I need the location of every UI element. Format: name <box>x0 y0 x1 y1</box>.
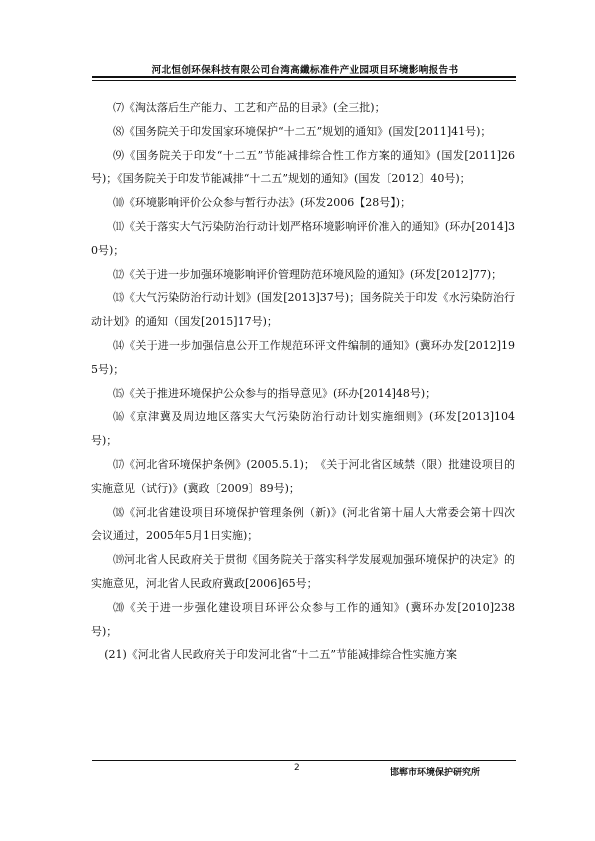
list-item: ⒁《关于进一步加强信息公开工作规范环评文件编制的通知》(冀环办发[2012]195号)； <box>91 338 515 376</box>
footer-rule <box>92 760 516 761</box>
list-item: ⒅《河北省建设项目环境保护管理条例（新)》(河北省第十届人大常委会第十四次会议通过，2005年5月1日实施)； <box>91 505 515 543</box>
list-item: ⑻《国务院关于印发国家环境保护“十二五”规划的通知》(国发[2011]41号)； <box>113 124 492 138</box>
list-item: ⑼《国务院关于印发“十二五”节能减排综合性工作方案的通知》(国发[2011]26号)；《国务院关于印发节能减排“十二五”规划的通知》(国发〔2012〕40号)； <box>91 148 515 186</box>
list-item: ⒆河北省人民政府关于贯彻《国务院关于落实科学发展观加强环境保护的决定》的实施意见，河北省人民政府冀政[2006]65号； <box>91 553 515 590</box>
list-item: ⒂《关于推进环境保护公众参与的指导意见》(环办[2014]48号)； <box>113 386 437 400</box>
list-item: ⑿《关于进一步加强环境影响评价管理防范环境风险的通知》(环发[2012]77)； <box>113 267 503 281</box>
list-item: ⑾《关于落实大气污染防治行动计划严格环境影响评价准入的通知》(环办[2014]30号)； <box>91 219 515 257</box>
list-item: ⑽《环境影响评价公众参与暂行办法》(环发2006【28号】)； <box>113 196 412 210</box>
list-item: ⒃《京津冀及周边地区落实大气污染防治行动计划实施细则》(环发[2013]104号)； <box>91 410 515 448</box>
footer-organization: 邯郸市环境保护研究所 <box>390 768 481 778</box>
list-item: (21)《河北省人民政府关于印发河北省“十二五”节能减排综合性实施方案 <box>104 648 458 662</box>
page-header: 河北恒创环保科技有限公司台湾高纖标准件产业园项目环境影响报告书 <box>151 65 459 76</box>
list-item: ⒇《关于进一步强化建设项目环评公众参与工作的通知》(冀环办发[2010]238号)； <box>91 600 515 638</box>
list-item: ⒀《大气污染防治行动计划》(国发[2013]37号)；国务院关于印发《水污染防治行动计划》的通知（国发[2015]17号)； <box>91 291 515 329</box>
header-rule-thin <box>92 80 516 81</box>
list-item: ⒄《河北省环境保护条例》(2005.5.1)； 《关于河北省区域禁（限）批建设项目的实施意见（试行)》(冀政〔2009〕89号)； <box>91 457 515 495</box>
list-item: ⑺《淘汰落后生产能力、工艺和产品的目录》(全三批)； <box>113 101 386 114</box>
document-body <box>91 96 515 667</box>
header-rule <box>92 76 516 78</box>
page-number: 2 <box>294 763 300 773</box>
